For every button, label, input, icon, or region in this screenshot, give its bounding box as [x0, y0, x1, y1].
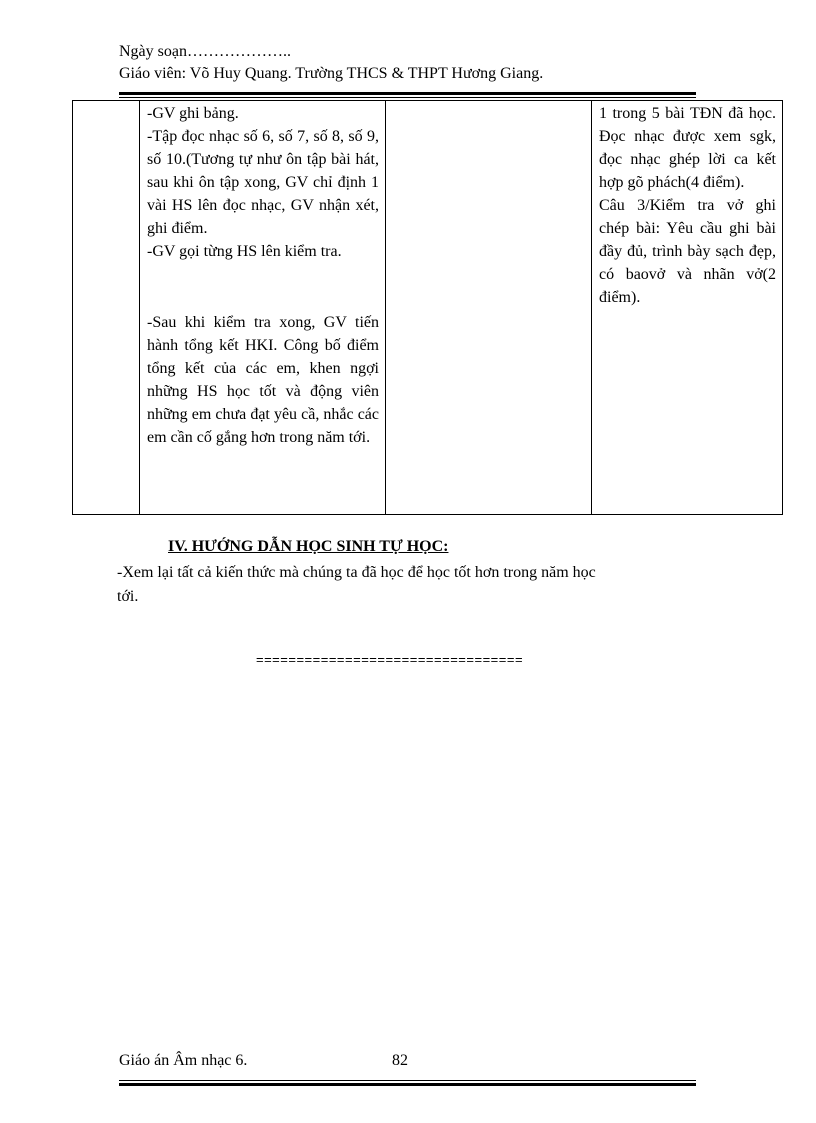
content-line: Câu 3/Kiểm tra vở ghi chép bài: Yêu cầu ghi bài đầy đủ, trình bày sạch đẹp, có baovở và nhãn vở(2 điểm).	[599, 197, 776, 306]
teacher-activity-summary: -Sau khi kiểm tra xong, GV tiến hành tổng kết HKI. Công bố điểm tổng kết của các em, khen ngợi những HS học tốt và động viên những em chưa đạt yêu cầ, nhắc các em cần cố gắng hơn trong năm tới.	[147, 314, 379, 446]
header-teacher-line: Giáo viên: Võ Huy Quang. Trường THCS & THPT Hương Giang.	[119, 65, 544, 82]
table-cell-teacher-activity	[140, 101, 386, 515]
lesson-table	[72, 100, 783, 515]
header-rule-thick	[119, 92, 696, 95]
footer-title: Giáo án Âm nhạc 6.	[119, 1052, 248, 1069]
footer-rule-thin	[119, 1080, 696, 1081]
header-rule-thin	[119, 97, 696, 98]
table-cell-col1	[73, 101, 140, 515]
section-body-line: -Xem lại tất cả kiến thức mà chúng ta đã học để học tốt hơn trong năm học	[117, 564, 596, 581]
footer-rule-thick	[119, 1083, 696, 1086]
teacher-activity-line: -GV ghi bảng.	[147, 105, 239, 122]
teacher-activity-line: -GV gọi từng HS lên kiểm tra.	[147, 243, 342, 260]
section-body-line: tới.	[117, 588, 139, 605]
table-row	[73, 101, 783, 515]
header-date-line: Ngày soạn………………..	[119, 43, 291, 60]
table-cell-col3	[386, 101, 592, 515]
end-divider: =================================	[256, 652, 524, 667]
table-cell-content	[592, 101, 783, 515]
teacher-activity-line: -Tập đọc nhạc số 6, số 7, số 8, số 9, số 10.(Tương tự như ôn tập bài hát, sau khi ôn tập xong, GV chỉ định 1 vài HS lên đọc nhạc, GV nhận xét, ghi điểm.	[147, 128, 379, 237]
content-line: 1 trong 5 bài TĐN đã học. Đọc nhạc được xem sgk, đọc nhạc ghép lời ca kết hợp gõ phách(4 điểm).	[599, 105, 776, 191]
section-title: IV. HƯỚNG DẪN HỌC SINH TỰ HỌC:	[168, 538, 449, 555]
footer-page-number: 82	[392, 1052, 408, 1069]
